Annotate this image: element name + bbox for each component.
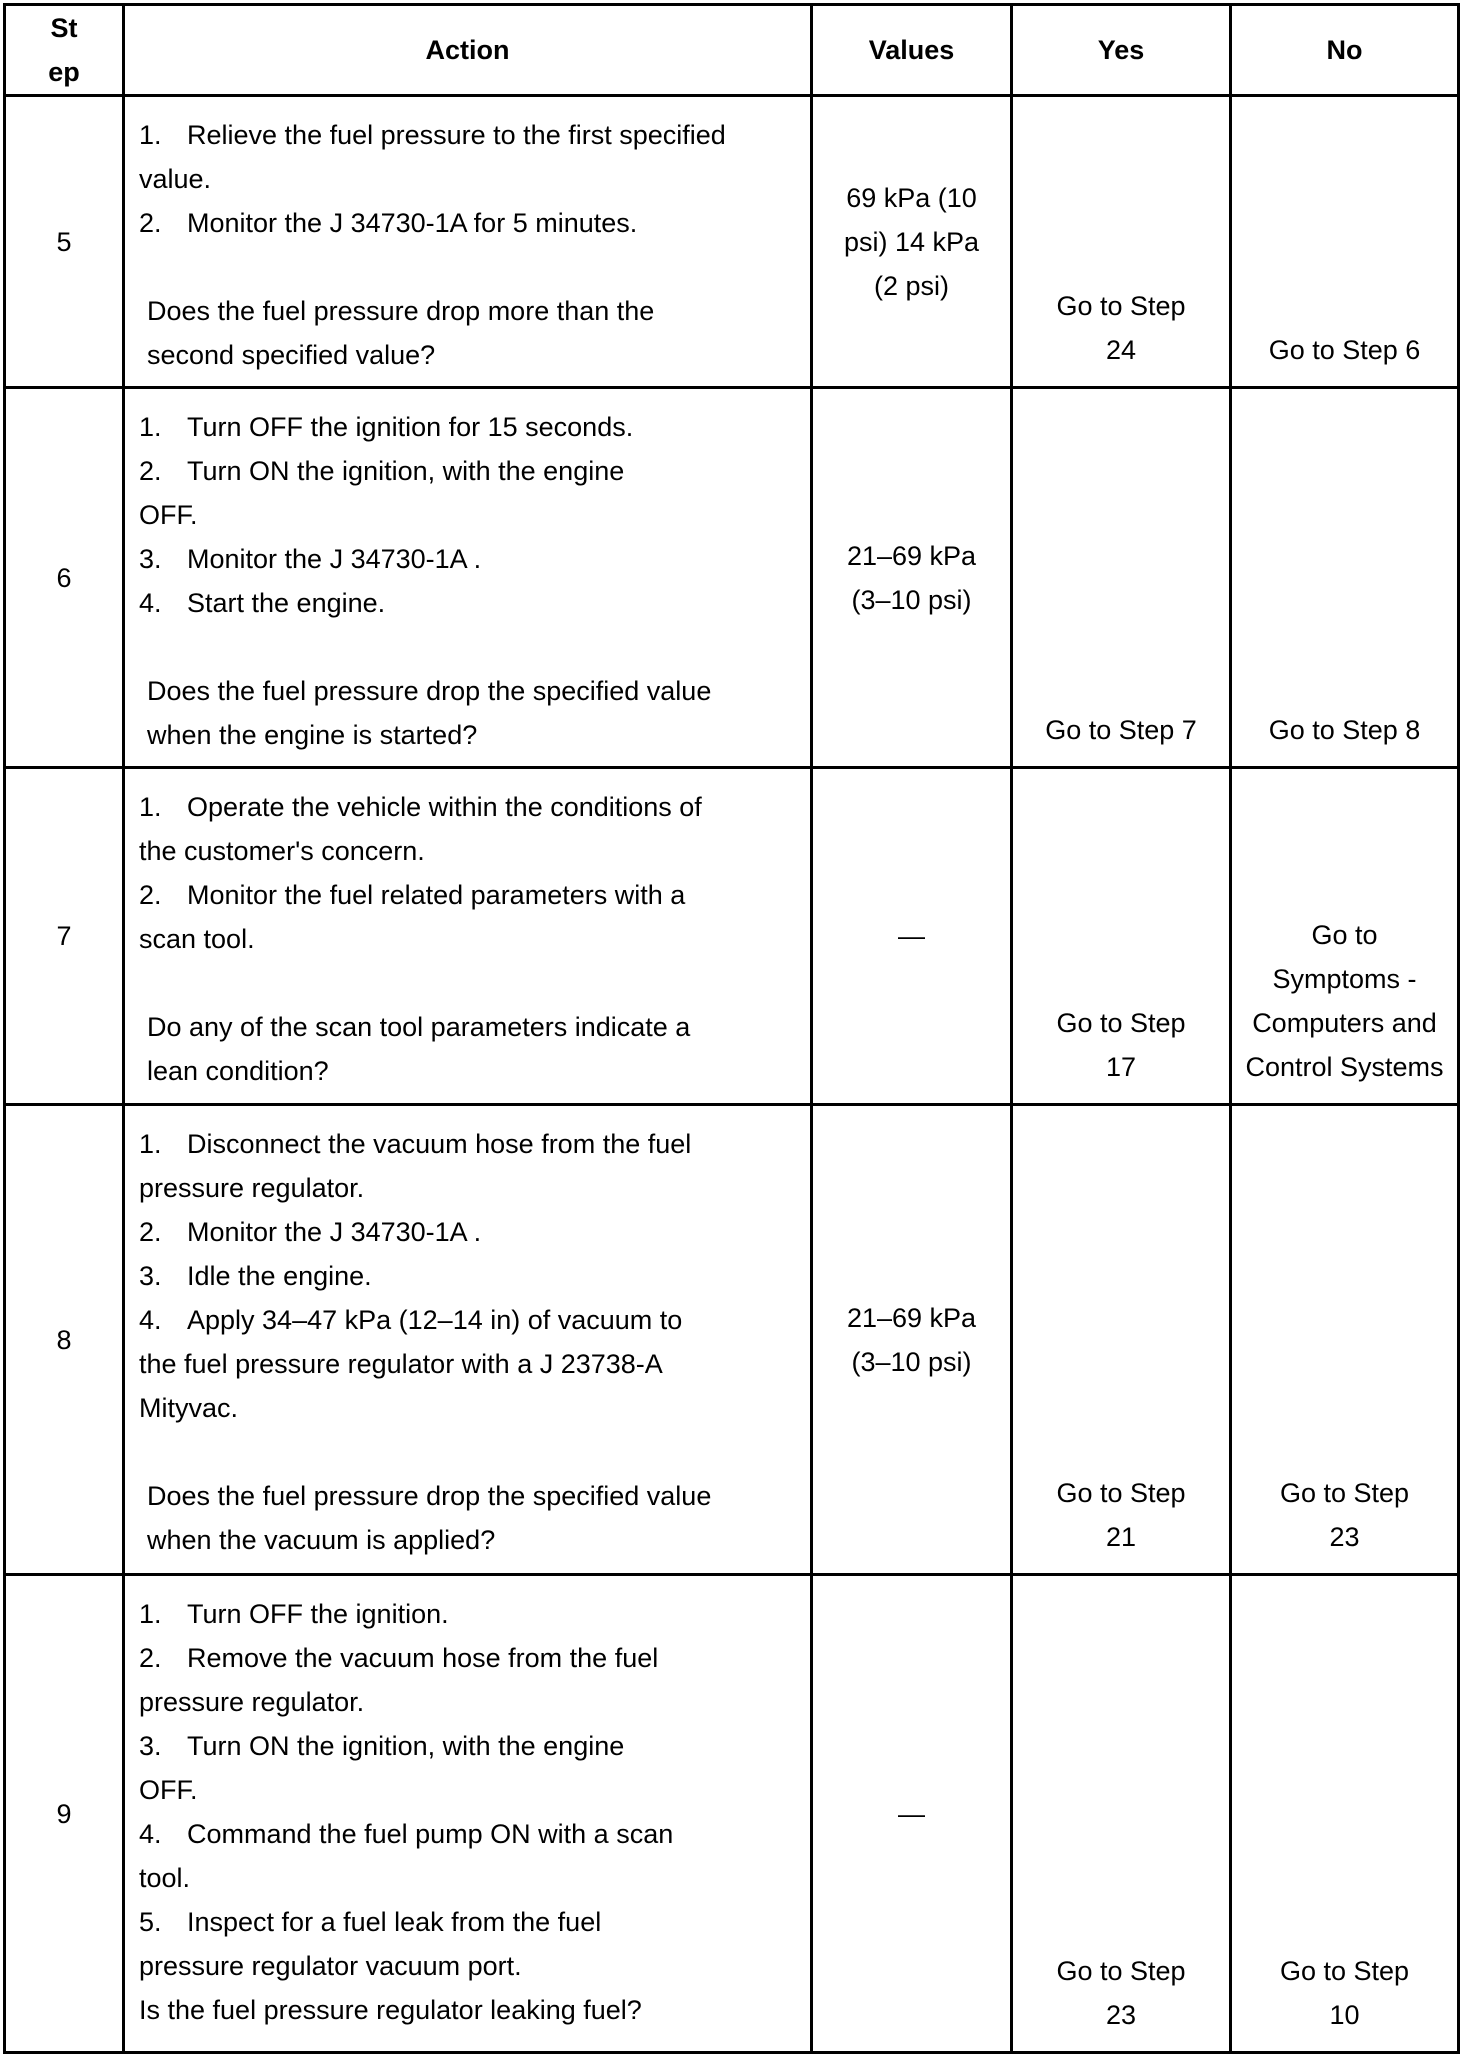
no-cell <box>1231 768 1459 1105</box>
value-line: (3–10 psi) <box>851 1346 972 1377</box>
action-item <box>139 1342 796 1386</box>
yes-line: Go to Step <box>1056 1478 1186 1508</box>
yes-line: 17 <box>1105 1052 1137 1082</box>
yes-line: 24 <box>1105 335 1137 365</box>
action-item-text: pressure regulator. <box>139 1173 365 1203</box>
action-item-number: 2. <box>139 208 162 238</box>
table-row <box>5 768 1459 1105</box>
action-item-number: 3. <box>139 544 162 574</box>
value-line: 21–69 kPa <box>846 540 977 571</box>
action-item-text: Relieve the fuel pressure to the first specified <box>187 120 726 150</box>
action-item <box>139 1812 796 1856</box>
no-line: Go to Step 6 <box>1268 335 1421 365</box>
action-item-text: Remove the vacuum hose from the fuel <box>187 1643 659 1673</box>
table-row <box>5 1575 1459 2053</box>
action-item <box>139 1298 796 1342</box>
action-item <box>139 537 796 581</box>
action-item-number: 4. <box>139 1305 162 1335</box>
values-cell <box>812 96 1012 388</box>
yes-line: 23 <box>1105 2000 1137 2030</box>
action-question-line: lean condition? <box>147 1056 329 1086</box>
action-item-number: 4. <box>139 1819 162 1849</box>
action-item <box>139 1944 796 1988</box>
action-item-text: tool. <box>139 1863 191 1893</box>
value-line: — <box>898 921 925 951</box>
action-item-text: Turn OFF the ignition for 15 seconds. <box>187 412 634 442</box>
diagnostic-table <box>3 3 1460 2054</box>
header-step: St ep <box>5 5 124 96</box>
action-item <box>139 581 796 625</box>
action-item-text: pressure regulator vacuum port. <box>139 1951 522 1981</box>
values-cell <box>812 1575 1012 2053</box>
action-question-line: Does the fuel pressure drop the specified value <box>147 1481 712 1511</box>
action-item <box>139 785 796 829</box>
action-item-number: 1. <box>139 792 162 822</box>
action-item <box>139 1636 796 1680</box>
action-item-text: Turn ON the ignition, with the engine <box>187 1731 625 1761</box>
header-action: Action <box>124 5 812 96</box>
action-question <box>139 289 796 377</box>
action-item-text: Command the fuel pump ON with a scan <box>187 1819 674 1849</box>
yes-cell <box>1012 96 1231 388</box>
action-question-line: Do any of the scan tool parameters indicate a <box>147 1012 691 1042</box>
action-item-text: Monitor the J 34730-1A . <box>187 544 482 574</box>
action-item-number: 2. <box>139 1217 162 1247</box>
action-item-text: Inspect for a fuel leak from the fuel <box>187 1907 602 1937</box>
header-yes: Yes <box>1012 5 1231 96</box>
action-item-text: OFF. <box>139 1775 198 1805</box>
step-number: 6 <box>5 388 124 768</box>
action-item <box>139 1768 796 1812</box>
action-item-text: value. <box>139 164 212 194</box>
yes-cell <box>1012 388 1231 768</box>
action-item <box>139 1122 796 1166</box>
action-item-text: Monitor the J 34730-1A . <box>187 1217 482 1247</box>
no-line: Go to <box>1311 920 1378 950</box>
action-question-line: Does the fuel pressure drop the specified value <box>147 676 712 706</box>
header-values: Values <box>812 5 1012 96</box>
yes-line: Go to Step <box>1056 291 1186 321</box>
action-question <box>139 669 796 757</box>
action-cell <box>124 1575 812 2053</box>
action-item-text: Monitor the fuel related parameters with a <box>187 880 686 910</box>
no-cell <box>1231 96 1459 388</box>
action-question <box>139 1988 796 2032</box>
value-line: (2 psi) <box>873 270 949 301</box>
table-row <box>5 388 1459 768</box>
action-item-number: 1. <box>139 120 162 150</box>
yes-cell <box>1012 1575 1231 2053</box>
action-item <box>139 1724 796 1768</box>
header-no: No <box>1231 5 1459 96</box>
action-item <box>139 449 796 493</box>
action-item <box>139 1210 796 1254</box>
action-cell <box>124 768 812 1105</box>
action-question-line: Is the fuel pressure regulator leaking fuel? <box>139 1995 642 2025</box>
yes-cell <box>1012 768 1231 1105</box>
action-item-number: 1. <box>139 412 162 442</box>
action-item <box>139 1166 796 1210</box>
action-item <box>139 1254 796 1298</box>
action-item <box>139 917 796 961</box>
no-cell <box>1231 1575 1459 2053</box>
action-question-line: when the engine is started? <box>147 720 478 750</box>
action-question <box>139 1474 796 1562</box>
action-item <box>139 405 796 449</box>
table-row <box>5 1105 1459 1575</box>
action-item-number: 5. <box>139 1907 162 1937</box>
action-question-line: when the vacuum is applied? <box>147 1525 496 1555</box>
action-cell <box>124 388 812 768</box>
action-item <box>139 113 796 157</box>
value-line: psi) 14 kPa <box>843 226 980 257</box>
no-line: Computers and <box>1252 1008 1437 1038</box>
yes-line: 21 <box>1105 1522 1137 1552</box>
action-item-number: 4. <box>139 588 162 618</box>
action-item-number: 3. <box>139 1261 162 1291</box>
values-cell <box>812 768 1012 1105</box>
action-question-line: second specified value? <box>147 340 436 370</box>
action-item <box>139 493 796 537</box>
yes-cell <box>1012 1105 1231 1575</box>
action-item-text: Mityvac. <box>139 1393 239 1423</box>
table-row <box>5 96 1459 388</box>
action-item-text: Turn OFF the ignition. <box>187 1599 449 1629</box>
action-item-number: 2. <box>139 880 162 910</box>
yes-line: Go to Step <box>1056 1008 1186 1038</box>
yes-line: Go to Step 7 <box>1045 715 1197 745</box>
step-number: 7 <box>5 768 124 1105</box>
step-number: 9 <box>5 1575 124 2053</box>
no-line: Go to Step <box>1279 1956 1410 1986</box>
action-item <box>139 1856 796 1900</box>
action-item-text: Operate the vehicle within the conditions of <box>187 792 702 822</box>
action-item-text: Turn ON the ignition, with the engine <box>187 456 625 486</box>
header-row <box>5 5 1459 96</box>
action-cell <box>124 1105 812 1575</box>
action-item-text: OFF. <box>139 500 198 530</box>
action-item <box>139 157 796 201</box>
action-question-line: Does the fuel pressure drop more than the <box>147 296 655 326</box>
step-number: 5 <box>5 96 124 388</box>
action-item-number: 1. <box>139 1129 162 1159</box>
no-line: Symptoms - <box>1272 964 1417 994</box>
no-line: Go to Step <box>1279 1478 1410 1508</box>
action-item-number: 2. <box>139 456 162 486</box>
no-cell <box>1231 388 1459 768</box>
no-line: Control Systems <box>1245 1052 1444 1082</box>
action-item <box>139 829 796 873</box>
action-item-text: scan tool. <box>139 924 255 954</box>
action-item-text: the fuel pressure regulator with a J 23738-A <box>139 1349 663 1379</box>
action-item-text: Start the engine. <box>187 588 386 618</box>
action-item <box>139 1386 796 1430</box>
no-line: 10 <box>1329 2000 1360 2030</box>
no-line: 23 <box>1329 1522 1360 1552</box>
values-cell <box>812 1105 1012 1575</box>
value-line: 21–69 kPa <box>846 1302 977 1333</box>
action-question <box>139 1005 796 1093</box>
value-line: (3–10 psi) <box>851 584 972 615</box>
values-cell <box>812 388 1012 768</box>
action-item-number: 1. <box>139 1599 162 1629</box>
action-item <box>139 1680 796 1724</box>
value-line: 69 kPa (10 <box>846 182 977 213</box>
action-item-text: pressure regulator. <box>139 1687 365 1717</box>
action-item-text: Disconnect the vacuum hose from the fuel <box>187 1129 692 1159</box>
action-item-text: Idle the engine. <box>187 1261 372 1291</box>
action-item <box>139 1592 796 1636</box>
action-cell <box>124 96 812 388</box>
no-cell <box>1231 1105 1459 1575</box>
value-line: — <box>898 1798 925 1829</box>
action-item <box>139 873 796 917</box>
no-line: Go to Step 8 <box>1268 715 1421 745</box>
action-item <box>139 201 796 245</box>
action-item-text: Apply 34–47 kPa (12–14 in) of vacuum to <box>187 1305 683 1335</box>
yes-line: Go to Step <box>1056 1956 1186 1986</box>
action-item-text: Monitor the J 34730-1A for 5 minutes. <box>187 208 638 238</box>
action-item-number: 3. <box>139 1731 162 1761</box>
action-item <box>139 1900 796 1944</box>
action-item-number: 2. <box>139 1643 162 1673</box>
step-number: 8 <box>5 1105 124 1575</box>
action-item-text: the customer's concern. <box>139 836 425 866</box>
